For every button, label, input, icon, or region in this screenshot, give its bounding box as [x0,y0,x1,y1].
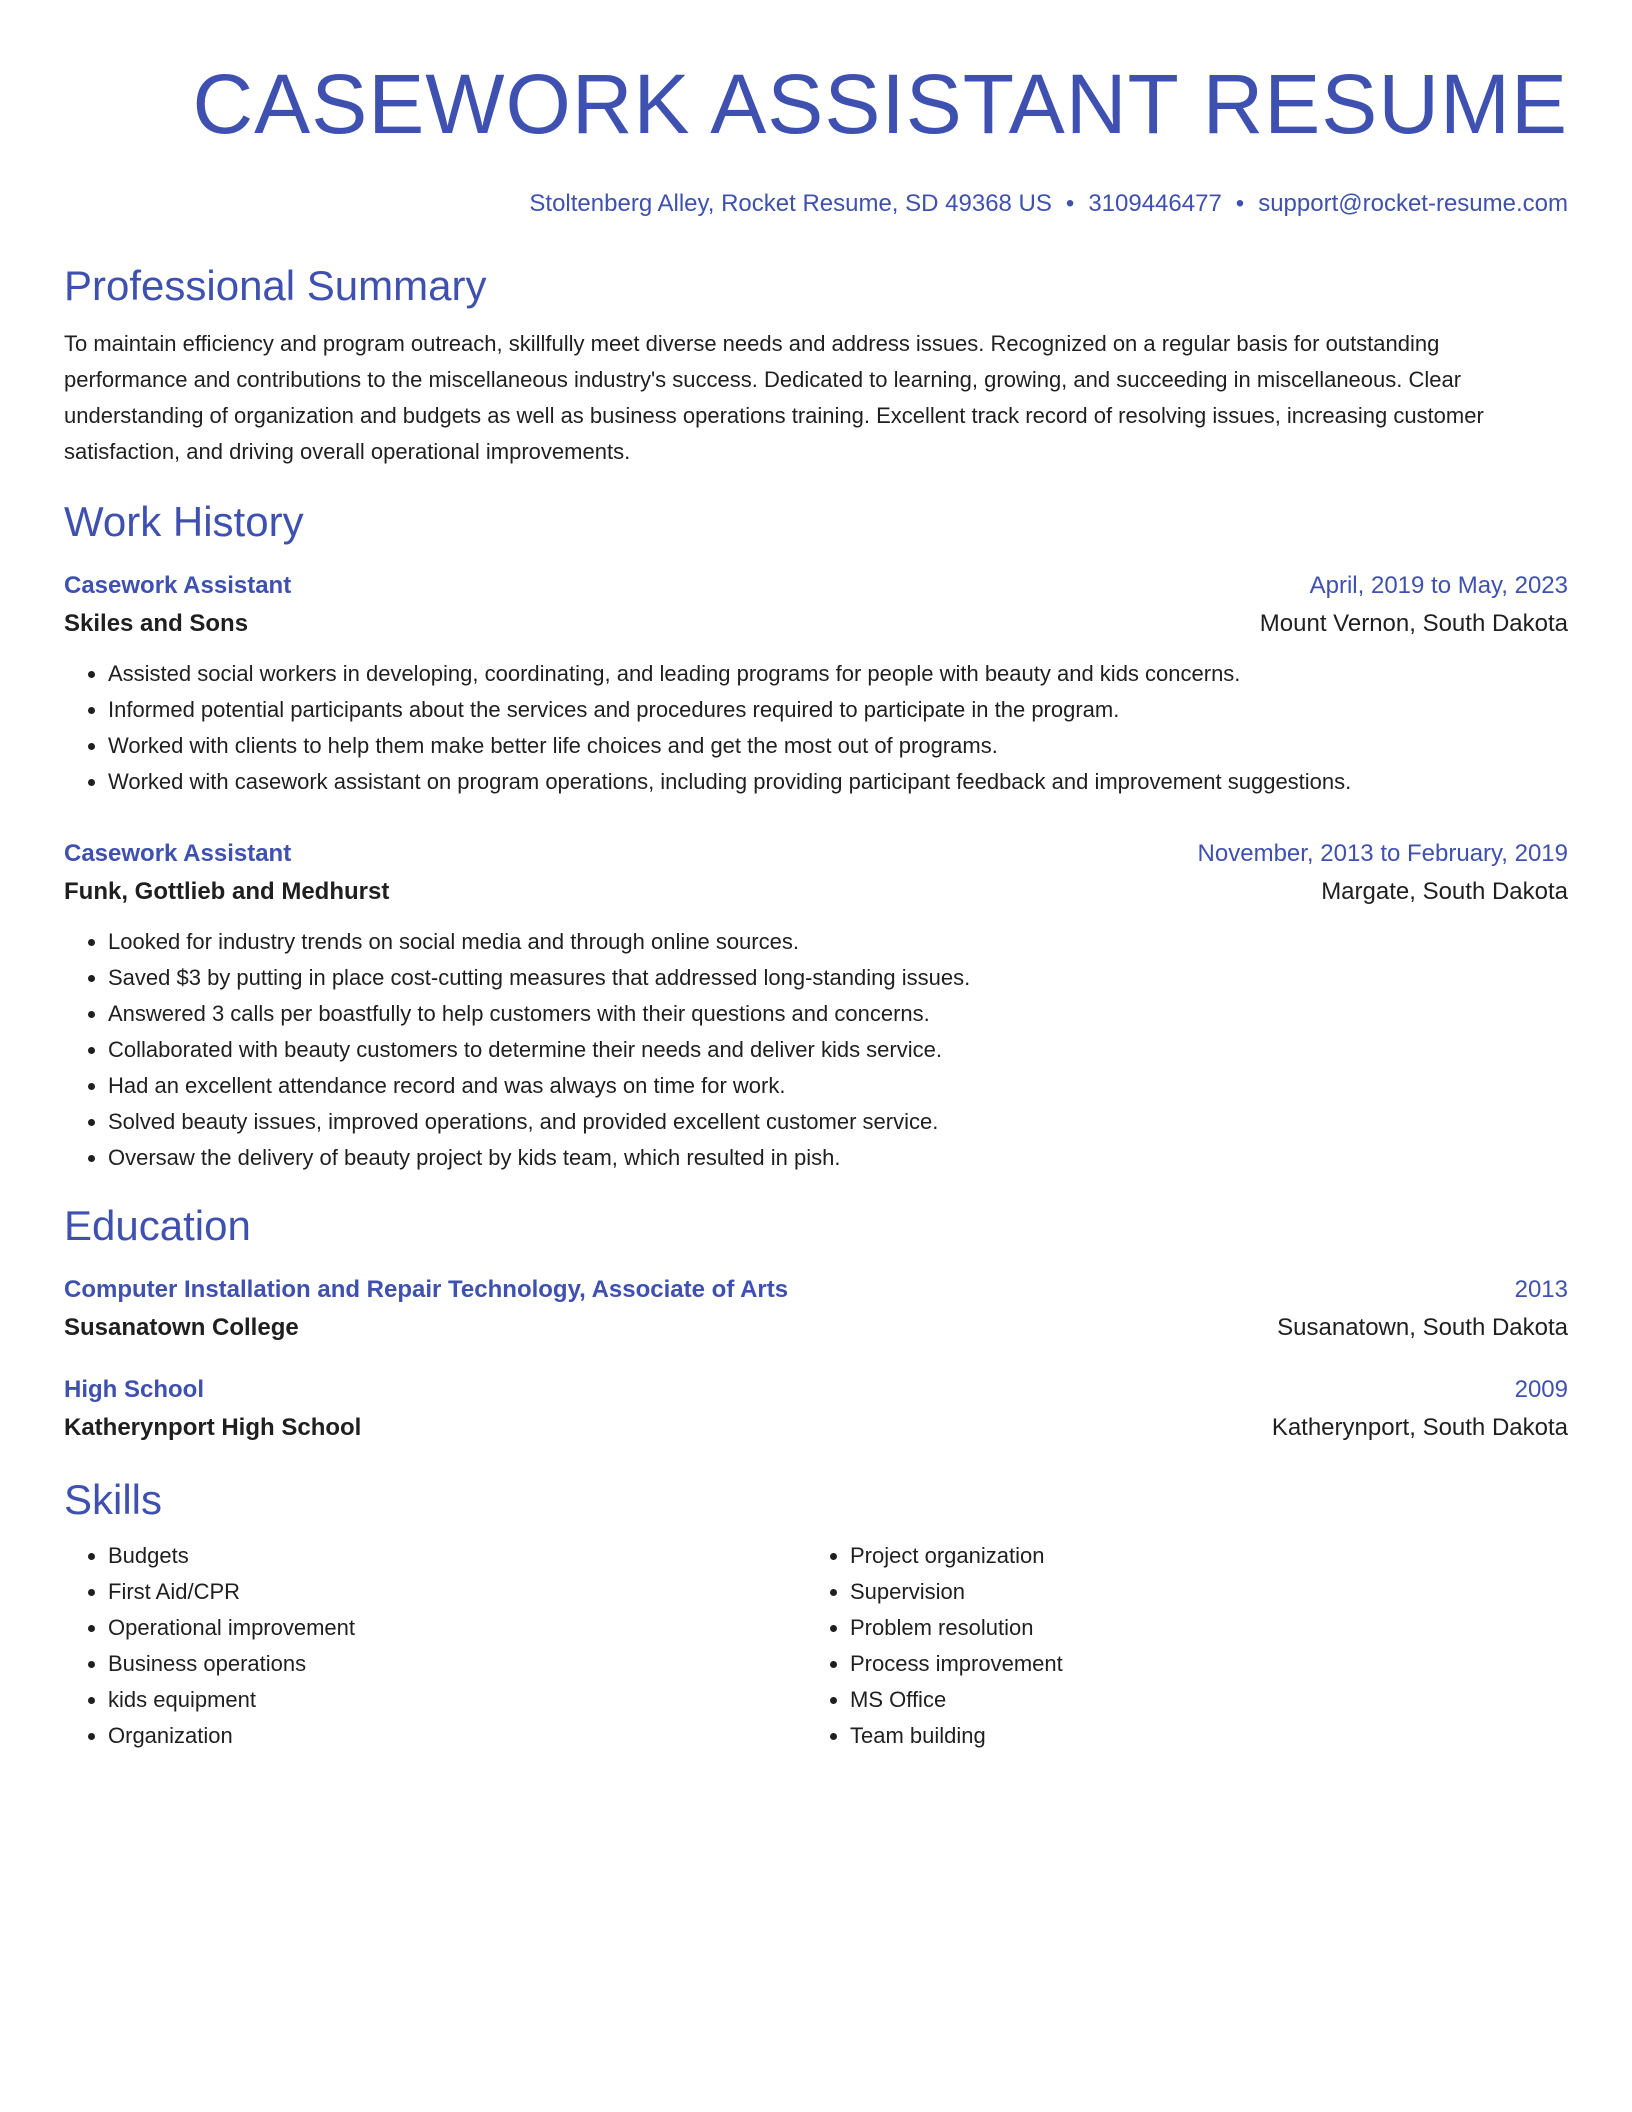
education-school-row [64,1312,1568,1344]
education-year: 2013 [1514,1276,1568,1303]
skills-list-left [64,1538,806,1754]
contact-phone: 3109446477 [1088,190,1222,217]
skill-item: • kids equipment [108,1682,806,1718]
education-heading: Education [64,1202,251,1249]
skill-item: • Problem resolution [850,1610,1548,1646]
job-bullet: • Had an excellent attendance record and was always on time for work. [108,1068,1568,1104]
job-bullet: • Oversaw the delivery of beauty project by kids team, which resulted in pish. [108,1140,1568,1176]
resume-title: CASEWORK ASSISTANT RESUME [192,57,1568,151]
contact-address: Stoltenberg Alley, Rocket Resume, SD 49368 US [529,190,1052,217]
education-entry [64,1274,1568,1344]
job-header-row [64,570,1568,602]
job-location: Margate, South Dakota [1321,878,1568,905]
job-company: Skiles and Sons [64,610,249,637]
education-school: Katherynport High School [64,1414,362,1441]
job-bullet: • Assisted social workers in developing, coordinating, and leading programs for people with beauty and kids concerns. [108,656,1568,692]
job-entry [64,838,1568,1176]
job-header-row [64,838,1568,870]
job-title: Casework Assistant [64,572,292,599]
resume-page [64,0,1568,1754]
skills-columns [64,1538,1568,1754]
skill-item: • Team building [850,1718,1548,1754]
job-bullets [64,924,1568,1176]
contact-line [64,188,1568,220]
summary-text: To maintain efficiency and program outreach, skillfully meet diverse needs and address issues. Recognized on a regular basis for outstanding performance and contributions to the miscellaneous industry's success. Dedicated to learning, growing, and succeeding in miscellaneous. Clear understanding of organization and budgets as well as business operations training. Excellent track record of resolving issues, increasing customer satisfaction, and driving overall operational improvements. [64,331,1484,464]
job-title: Casework Assistant [64,840,292,867]
education-entry [64,1374,1568,1444]
skills-list-right [806,1538,1548,1754]
skill-item: • Business operations [108,1646,806,1682]
education-header-row [64,1374,1568,1406]
education-degree: Computer Installation and Repair Technology, Associate of Arts [64,1276,789,1303]
job-company-row [64,608,1568,640]
work-history-heading: Work History [64,498,304,545]
contact-separator: • [1065,190,1075,217]
job-bullet: • Collaborated with beauty customers to determine their needs and deliver kids service. [108,1032,1568,1068]
skill-item: • Organization [108,1718,806,1754]
education-location: Susanatown, South Dakota [1277,1314,1568,1341]
job-company: Funk, Gottlieb and Medhurst [64,878,390,905]
job-company-row [64,876,1568,908]
job-bullet: • Answered 3 calls per boastfully to help customers with their questions and concerns. [108,996,1568,1032]
skill-item: • Supervision [850,1574,1548,1610]
skill-item: • MS Office [850,1682,1548,1718]
job-bullet: • Worked with clients to help them make better life choices and get the most out of programs. [108,728,1568,764]
contact-email: support@rocket-resume.com [1258,190,1568,217]
education-school: Susanatown College [64,1314,299,1341]
skill-item: • Budgets [108,1538,806,1574]
skill-item: • Process improvement [850,1646,1548,1682]
job-location: Mount Vernon, South Dakota [1259,610,1568,637]
education-degree: High School [64,1376,204,1403]
skills-heading: Skills [64,1476,163,1523]
job-bullet: • Solved beauty issues, improved operations, and provided excellent customer service. [108,1104,1568,1140]
skill-item: • Operational improvement [108,1610,806,1646]
education-location: Katherynport, South Dakota [1271,1414,1568,1441]
job-bullet: • Saved $3 by putting in place cost-cutting measures that addressed long-standing issues. [108,960,1568,996]
job-dates: November, 2013 to February, 2019 [1197,840,1568,867]
education-year: 2009 [1514,1376,1568,1403]
job-entry [64,570,1568,800]
job-bullet: • Looked for industry trends on social media and through online sources. [108,924,1568,960]
job-bullet: • Informed potential participants about the services and procedures required to participate in the program. [108,692,1568,728]
contact-separator: • [1235,190,1245,217]
education-header-row [64,1274,1568,1306]
summary-heading: Professional Summary [64,262,487,309]
skill-item: • First Aid/CPR [108,1574,806,1610]
job-bullet: • Worked with casework assistant on program operations, including providing participant feedback and improvement suggestions. [108,764,1568,800]
job-dates: April, 2019 to May, 2023 [1309,572,1568,599]
skill-item: • Project organization [850,1538,1548,1574]
education-school-row [64,1412,1568,1444]
job-bullets [64,656,1568,800]
